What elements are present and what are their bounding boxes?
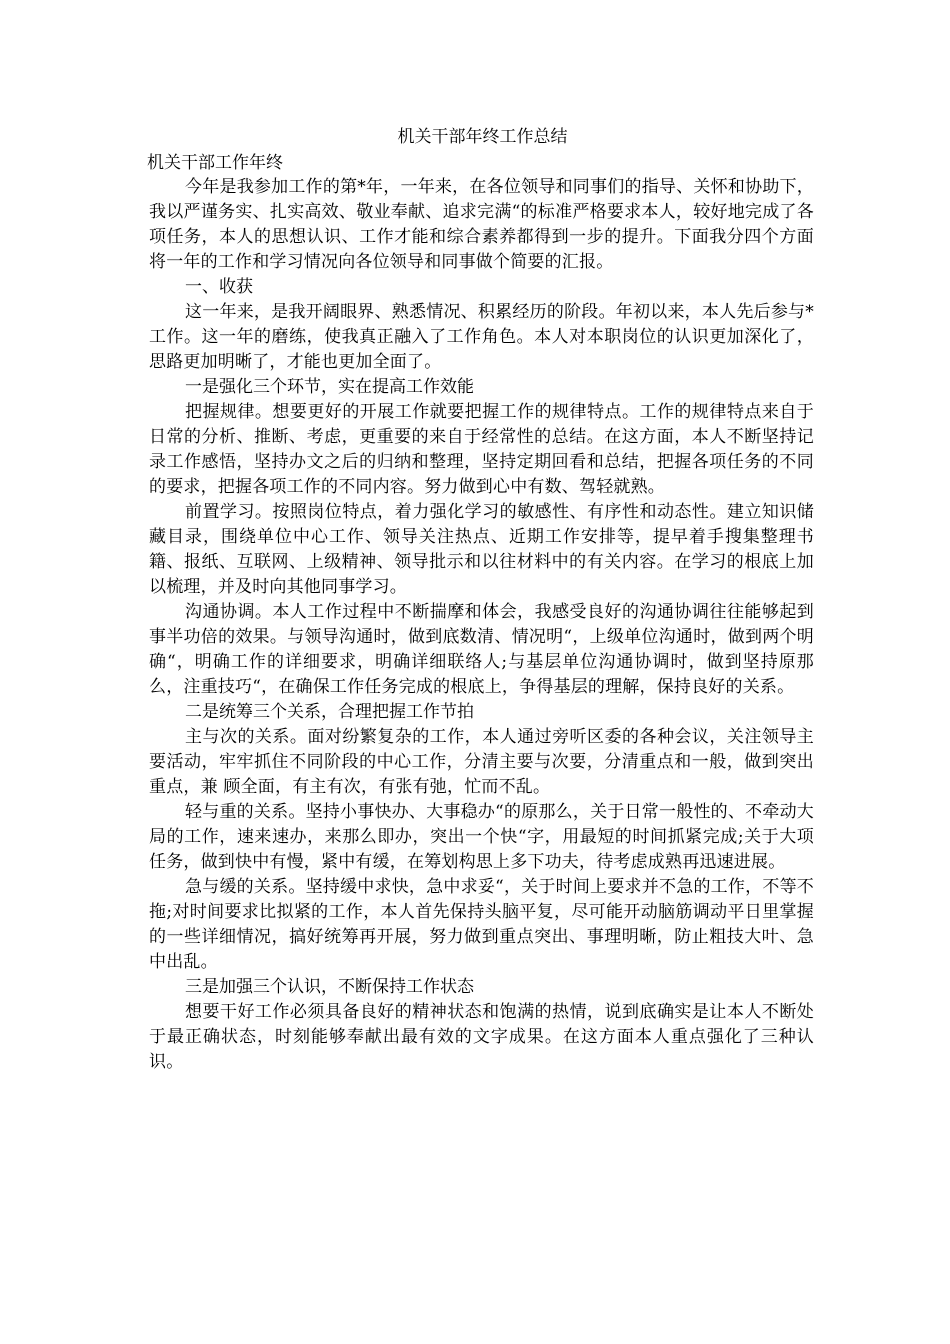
paragraph-advance-learning: 前置学习。按照岗位特点，着力强化学习的敏感性、有序性和动态性。建立知识储藏目录，围绕单位中心工作、领导关注热点、近期工作安排等，提早着手搜集整理书籍、报纸、互联网、上级精神、领导批示和以往材料中的有关内容。在学习的根底上加以梳理，并及时向其他同事学习。 bbox=[149, 502, 814, 597]
document-subtitle: 机关干部工作年终 bbox=[147, 153, 283, 173]
paragraph-urgent-slow: 急与缓的关系。坚持缓中求快，急中求妥“，关于时间上要求并不急的工作，不等不拖;对时间要求比拟紧的工作，本人首先保持头脑平复，尽可能开动脑筋调动平日里掌握的一些详细情况，搞好统筹再开展，努力做到重点突出、事理明晰，防止粗技大叶、急中出乱。 bbox=[149, 877, 814, 972]
paragraph-harvest: 这一年来，是我开阔眼界、熟悉情况、积累经历的阶段。年初以来，本人先后参与*工作。这一年的磨练，使我真正融入了工作角色。本人对本职岗位的认识更加深化了，思路更加明晰了，才能也更加全面了。 bbox=[149, 302, 814, 372]
paragraph-intro: 今年是我参加工作的第*年，一年来，在各位领导和同事们的指导、关怀和协助下，我以严谨务实、扎实高效、敬业奉献、追求完满“的标准严格要求本人，较好地完成了各项任务，本人的思想认识、工作才能和综合素养都得到一步的提升。下面我分四个方面将一年的工作和学习情况向各位领导和同事做个简要的汇报。 bbox=[149, 177, 814, 272]
section-heading-three-relations: 二是统筹三个关系，合理把握工作节拍 bbox=[185, 702, 474, 722]
paragraph-communication: 沟通协调。本人工作过程中不断揣摩和体会，我感受良好的沟通协调往往能够起到事半功倍的效果。与领导沟通时，做到底数清、情况明“，上级单位沟通时，做到两个明确“，明确工作的详细要求，明确详细联络人;与基层单位沟通协调时，做到坚持原那么，注重技巧“，在确保工作任务完成的根底上，争得基层的理解，保持良好的关系。 bbox=[149, 602, 814, 697]
paragraph-primary-secondary: 主与次的关系。面对纷繁复杂的工作，本人通过旁听区委的各种会议，关注领导主要活动，牢牢抓住不同阶段的中心工作，分清主要与次要，分清重点和一般，做到突出重点，兼 顾全面，有主有次，有张有弛，忙而不乱。 bbox=[149, 727, 814, 797]
section-heading-three-awareness: 三是加强三个认识，不断保持工作状态 bbox=[185, 977, 474, 997]
document-title: 机关干部年终工作总结 bbox=[397, 127, 568, 147]
document-page bbox=[149, 125, 814, 1075]
paragraph-work-state: 想要干好工作必须具备良好的精神状态和饱满的热情，说到底确实是让本人不断处于最正确状态，时刻能够奉献出最有效的文字成果。在这方面本人重点强化了三种认识。 bbox=[149, 1002, 814, 1072]
section-heading-harvest: 一、收获 bbox=[185, 277, 253, 297]
paragraph-light-heavy: 轻与重的关系。坚持小事快办、大事稳办“的原那么，关于日常一般性的、不牵动大局的工作，速来速办，来那么即办，突出一个快“字，用最短的时间抓紧完成;关于大项任务，做到快中有慢，紧中有缓，在筹划构思上多下功夫，待考虑成熟再迅速进展。 bbox=[149, 802, 814, 872]
paragraph-grasp-rules: 把握规律。想要更好的开展工作就要把握工作的规律特点。工作的规律特点来自于日常的分析、推断、考虑，更重要的来自于经常性的总结。在这方面，本人不断坚持记录工作感悟，坚持办文之后的归纳和整理，坚持定期回看和总结，把握各项任务的不同的要求，把握各项工作的不同内容。努力做到心中有数、驾轻就熟。 bbox=[149, 402, 814, 497]
section-heading-three-links: 一是强化三个环节，实在提高工作效能 bbox=[185, 377, 474, 397]
